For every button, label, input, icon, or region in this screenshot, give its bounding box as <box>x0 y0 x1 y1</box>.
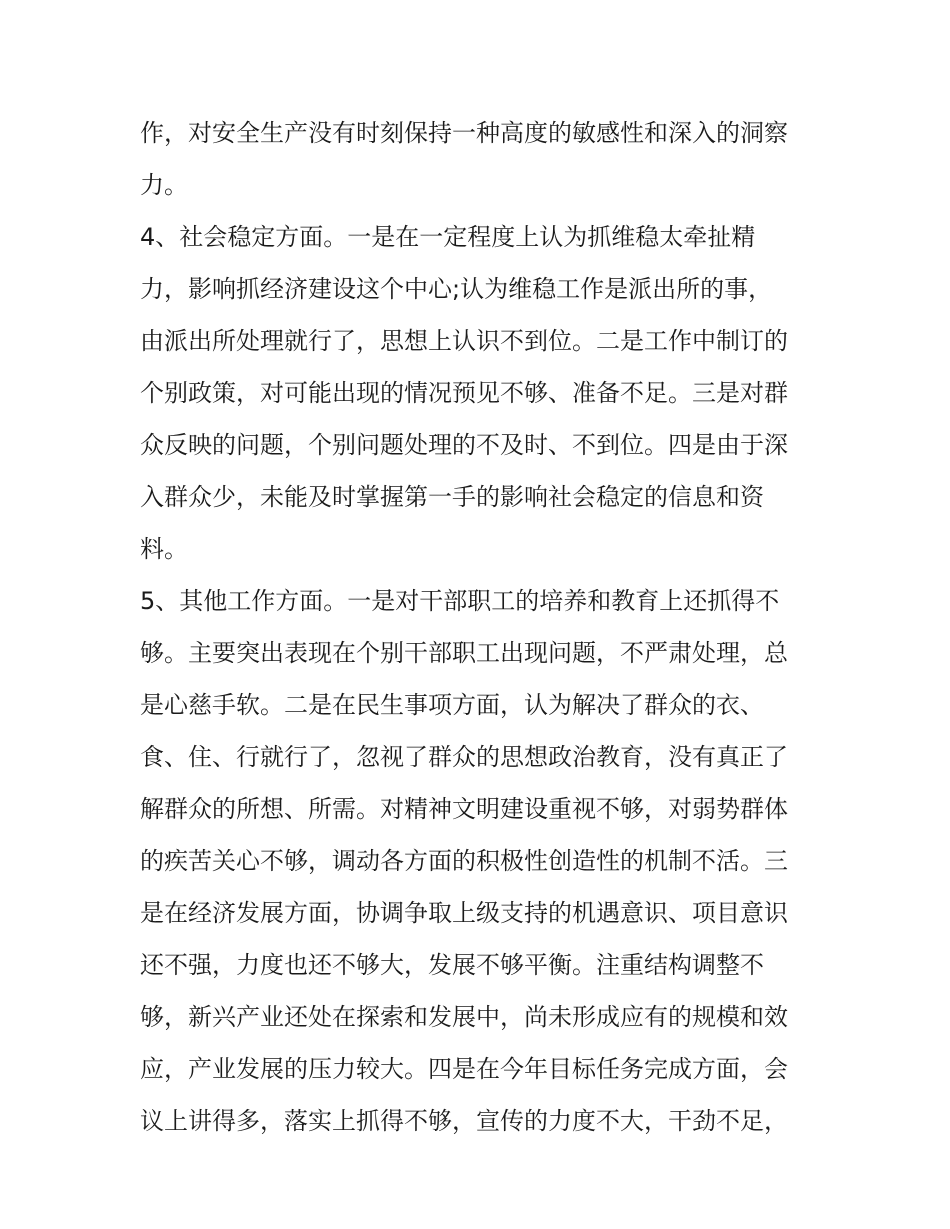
text-line: 食、住、行就行了，忽视了群众的思想政治教育，没有真正了 <box>140 743 788 771</box>
text-line: 力，影响抓经济建设这个中心;认为维稳工作是派出所的事， <box>140 275 773 303</box>
text-line: 个别政策，对可能出现的情况预见不够、准备不足。三是对群 <box>140 379 788 407</box>
text-line: 还不强，力度也还不够大，发展不够平衡。注重结构调整不 <box>140 951 764 979</box>
text-line: 众反映的问题，个别问题处理的不及时、不到位。四是由于深 <box>140 431 788 459</box>
text-line: 议上讲得多，落实上抓得不够，宣传的力度不大，干劲不足， <box>140 1107 788 1135</box>
text-line: 应，产业发展的压力较大。四是在今年目标任务完成方面，会 <box>140 1055 788 1083</box>
text-line: 作，对安全生产没有时刻保持一种高度的敏感性和深入的洞察 <box>140 119 788 147</box>
text-line: 料。 <box>140 535 188 563</box>
text-line: 由派出所处理就行了，思想上认识不到位。二是工作中制订的 <box>140 327 788 355</box>
text-line: 5、其他工作方面。一是对干部职工的培养和教育上还抓得不 <box>140 587 780 615</box>
text-line: 够。主要突出表现在个别干部职工出现问题，不严肃处理，总 <box>140 639 788 667</box>
body-text <box>140 107 830 1147</box>
text-line: 4、社会稳定方面。一是在一定程度上认为抓维稳太牵扯精 <box>140 223 756 251</box>
text-line: 入群众少，未能及时掌握第一手的影响社会稳定的信息和资 <box>140 483 764 511</box>
text-line: 力。 <box>140 171 188 199</box>
text-line: 是心慈手软。二是在民生事项方面，认为解决了群众的衣、 <box>140 691 764 719</box>
text-line: 够，新兴产业还处在探索和发展中，尚未形成应有的规模和效 <box>140 1003 788 1031</box>
text-line: 是在经济发展方面，协调争取上级支持的机遇意识、项目意识 <box>140 899 788 927</box>
text-line: 解群众的所想、所需。对精神文明建设重视不够，对弱势群体 <box>140 795 788 823</box>
text-line: 的疾苦关心不够，调动各方面的积极性创造性的机制不活。三 <box>140 847 788 875</box>
